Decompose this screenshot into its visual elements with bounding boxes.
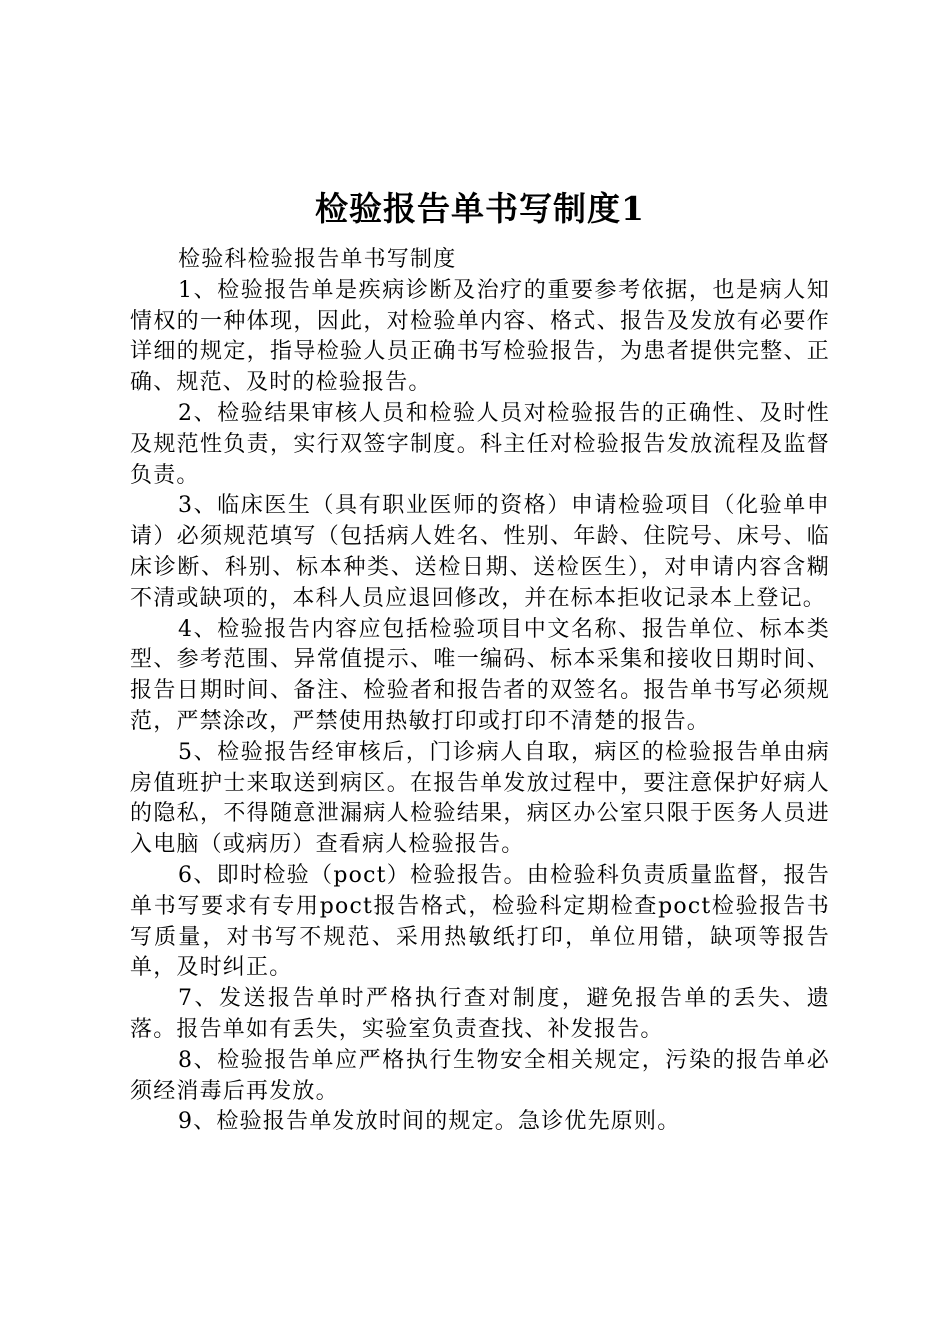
paragraph-9: 9、检验报告单发放时间的规定。急诊优先原则。 <box>178 1109 681 1135</box>
paragraph-5: 5、检验报告经审核后，门诊病人自取，病区的检验报告单由病房值班护士来取送到病区。在报告单发放过程中，要注意保护好病人的隐私，不得随意泄漏病人检验结果，病区办公室只限于医务人员进入电脑（或病历）查看病人检验报告。 <box>130 739 830 858</box>
document-subtitle: 检验科检验报告单书写制度 <box>178 247 457 272</box>
paragraph-2: 2、检验结果审核人员和检验人员对检验报告的正确性、及时性及规范性负责，实行双签字制度。科主任对检验报告发放流程及监督负责。 <box>130 400 830 488</box>
paragraph-7: 7、发送报告单时严格执行查对制度，避免报告单的丢失、遗落。报告单如有丢失，实验室负责查找、补发报告。 <box>130 986 830 1042</box>
paragraph-8: 8、检验报告单应严格执行生物安全相关规定，污染的报告单必须经消毒后再发放。 <box>130 1047 830 1104</box>
paragraph-3: 3、临床医生（具有职业医师的资格）申请检验项目（化验单申请）必须规范填写（包括病人姓名、性别、年龄、住院号、床号、临床诊断、科别、标本种类、送检日期、送检医生），对申请内容含糊不清或缺项的，本科人员应退回修改，并在标本拒收记录本上登记。 <box>130 493 830 611</box>
paragraph-4: 4、检验报告内容应包括检验项目中文名称、报告单位、标本类型、参考范围、异常值提示、唯一编码、标本采集和接收日期时间、报告日期时间、备注、检验者和报告者的双签名。报告单书写必须规范，严禁涂改，严禁使用热敏打印或打印不清楚的报告。 <box>130 616 830 734</box>
document-title: 检验报告单书写制度1 <box>315 189 645 228</box>
document-page <box>130 185 830 1138</box>
paragraph-1: 1、检验报告单是疾病诊断及治疗的重要参考依据，也是病人知情权的一种体现，因此，对检验单内容、格式、报告及发放有必要作详细的规定，指导检验人员正确书写检验报告，为患者提供完整、正确、规范、及时的检验报告。 <box>130 277 830 396</box>
paragraph-6: 6、即时检验（poct）检验报告。由检验科负责质量监督，报告单书写要求有专用poct报告格式，检验科定期检查poct检验报告书写质量，对书写不规范、采用热敏纸打印，单位用错，缺项等报告单，及时纠正。 <box>130 862 830 981</box>
